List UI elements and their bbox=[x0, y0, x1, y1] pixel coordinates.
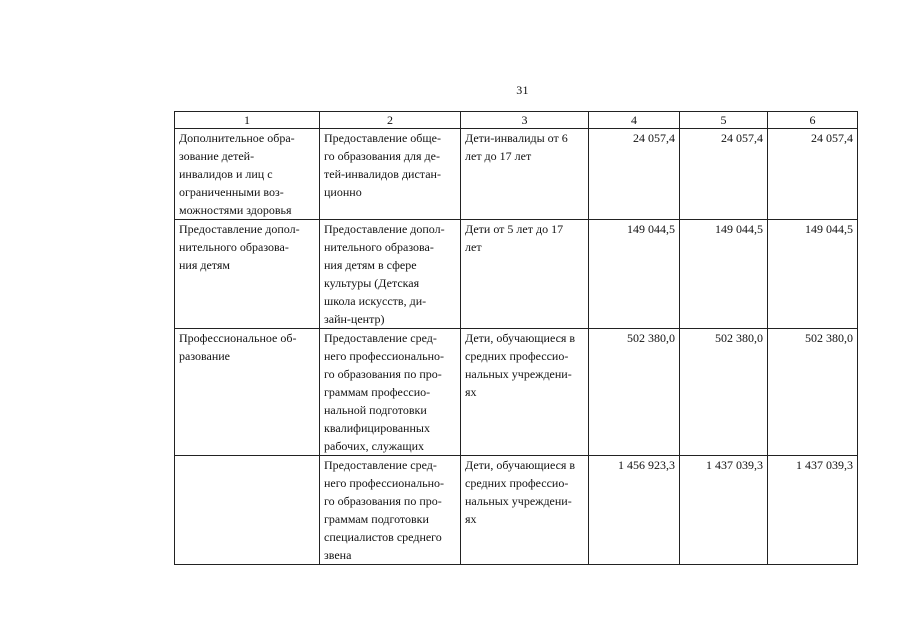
column-header: 2 bbox=[320, 112, 461, 129]
table-row bbox=[175, 220, 858, 329]
cell-education-type: Предоставление допол- нительного образова- ния детям bbox=[175, 220, 320, 329]
cell-recipients: Дети, обучающиеся в средних профессио- нальных учреждени- ях bbox=[461, 329, 589, 456]
cell-amount-col5: 24 057,4 bbox=[680, 129, 768, 220]
cell-education-type bbox=[175, 456, 320, 565]
column-header: 3 bbox=[461, 112, 589, 129]
cell-amount-col5: 1 437 039,3 bbox=[680, 456, 768, 565]
cell-amount-col6: 149 044,5 bbox=[768, 220, 858, 329]
table-header-row bbox=[175, 112, 858, 129]
cell-amount-col6: 24 057,4 bbox=[768, 129, 858, 220]
cell-service: Предоставление допол- нительного образова- ния детям в сфере культуры (Детская школа искусств, ди- зайн-центр) bbox=[320, 220, 461, 329]
cell-recipients: Дети-инвалиды от 6 лет до 17 лет bbox=[461, 129, 589, 220]
cell-amount-col6: 1 437 039,3 bbox=[768, 456, 858, 565]
table-row bbox=[175, 456, 858, 565]
cell-amount-col4: 502 380,0 bbox=[589, 329, 680, 456]
cell-service: Предоставление обще- го образования для де- тей-инвалидов дистан- ционно bbox=[320, 129, 461, 220]
table-row bbox=[175, 329, 858, 456]
cell-amount-col4: 1 456 923,3 bbox=[589, 456, 680, 565]
cell-amount-col5: 502 380,0 bbox=[680, 329, 768, 456]
budget-table bbox=[174, 111, 858, 565]
table-row bbox=[175, 129, 858, 220]
cell-service: Предоставление сред- него профессионально- го образования по про- граммам профессио- нальной подготовки квалифицированных рабочих, служащих bbox=[320, 329, 461, 456]
cell-amount-col6: 502 380,0 bbox=[768, 329, 858, 456]
cell-education-type: Профессиональное об- разование bbox=[175, 329, 320, 456]
cell-service: Предоставление сред- него профессионально- го образования по про- граммам подготовки специалистов среднего звена bbox=[320, 456, 461, 565]
cell-amount-col5: 149 044,5 bbox=[680, 220, 768, 329]
cell-amount-col4: 149 044,5 bbox=[589, 220, 680, 329]
column-header: 6 bbox=[768, 112, 858, 129]
cell-education-type: Дополнительное обра- зование детей- инвалидов и лиц с ограниченными воз- можностями здоровья bbox=[175, 129, 320, 220]
cell-amount-col4: 24 057,4 bbox=[589, 129, 680, 220]
page-number: 31 bbox=[516, 83, 529, 97]
column-header: 4 bbox=[589, 112, 680, 129]
cell-recipients: Дети, обучающиеся в средних профессио- нальных учреждени- ях bbox=[461, 456, 589, 565]
cell-recipients: Дети от 5 лет до 17 лет bbox=[461, 220, 589, 329]
column-header: 5 bbox=[680, 112, 768, 129]
column-header: 1 bbox=[175, 112, 320, 129]
